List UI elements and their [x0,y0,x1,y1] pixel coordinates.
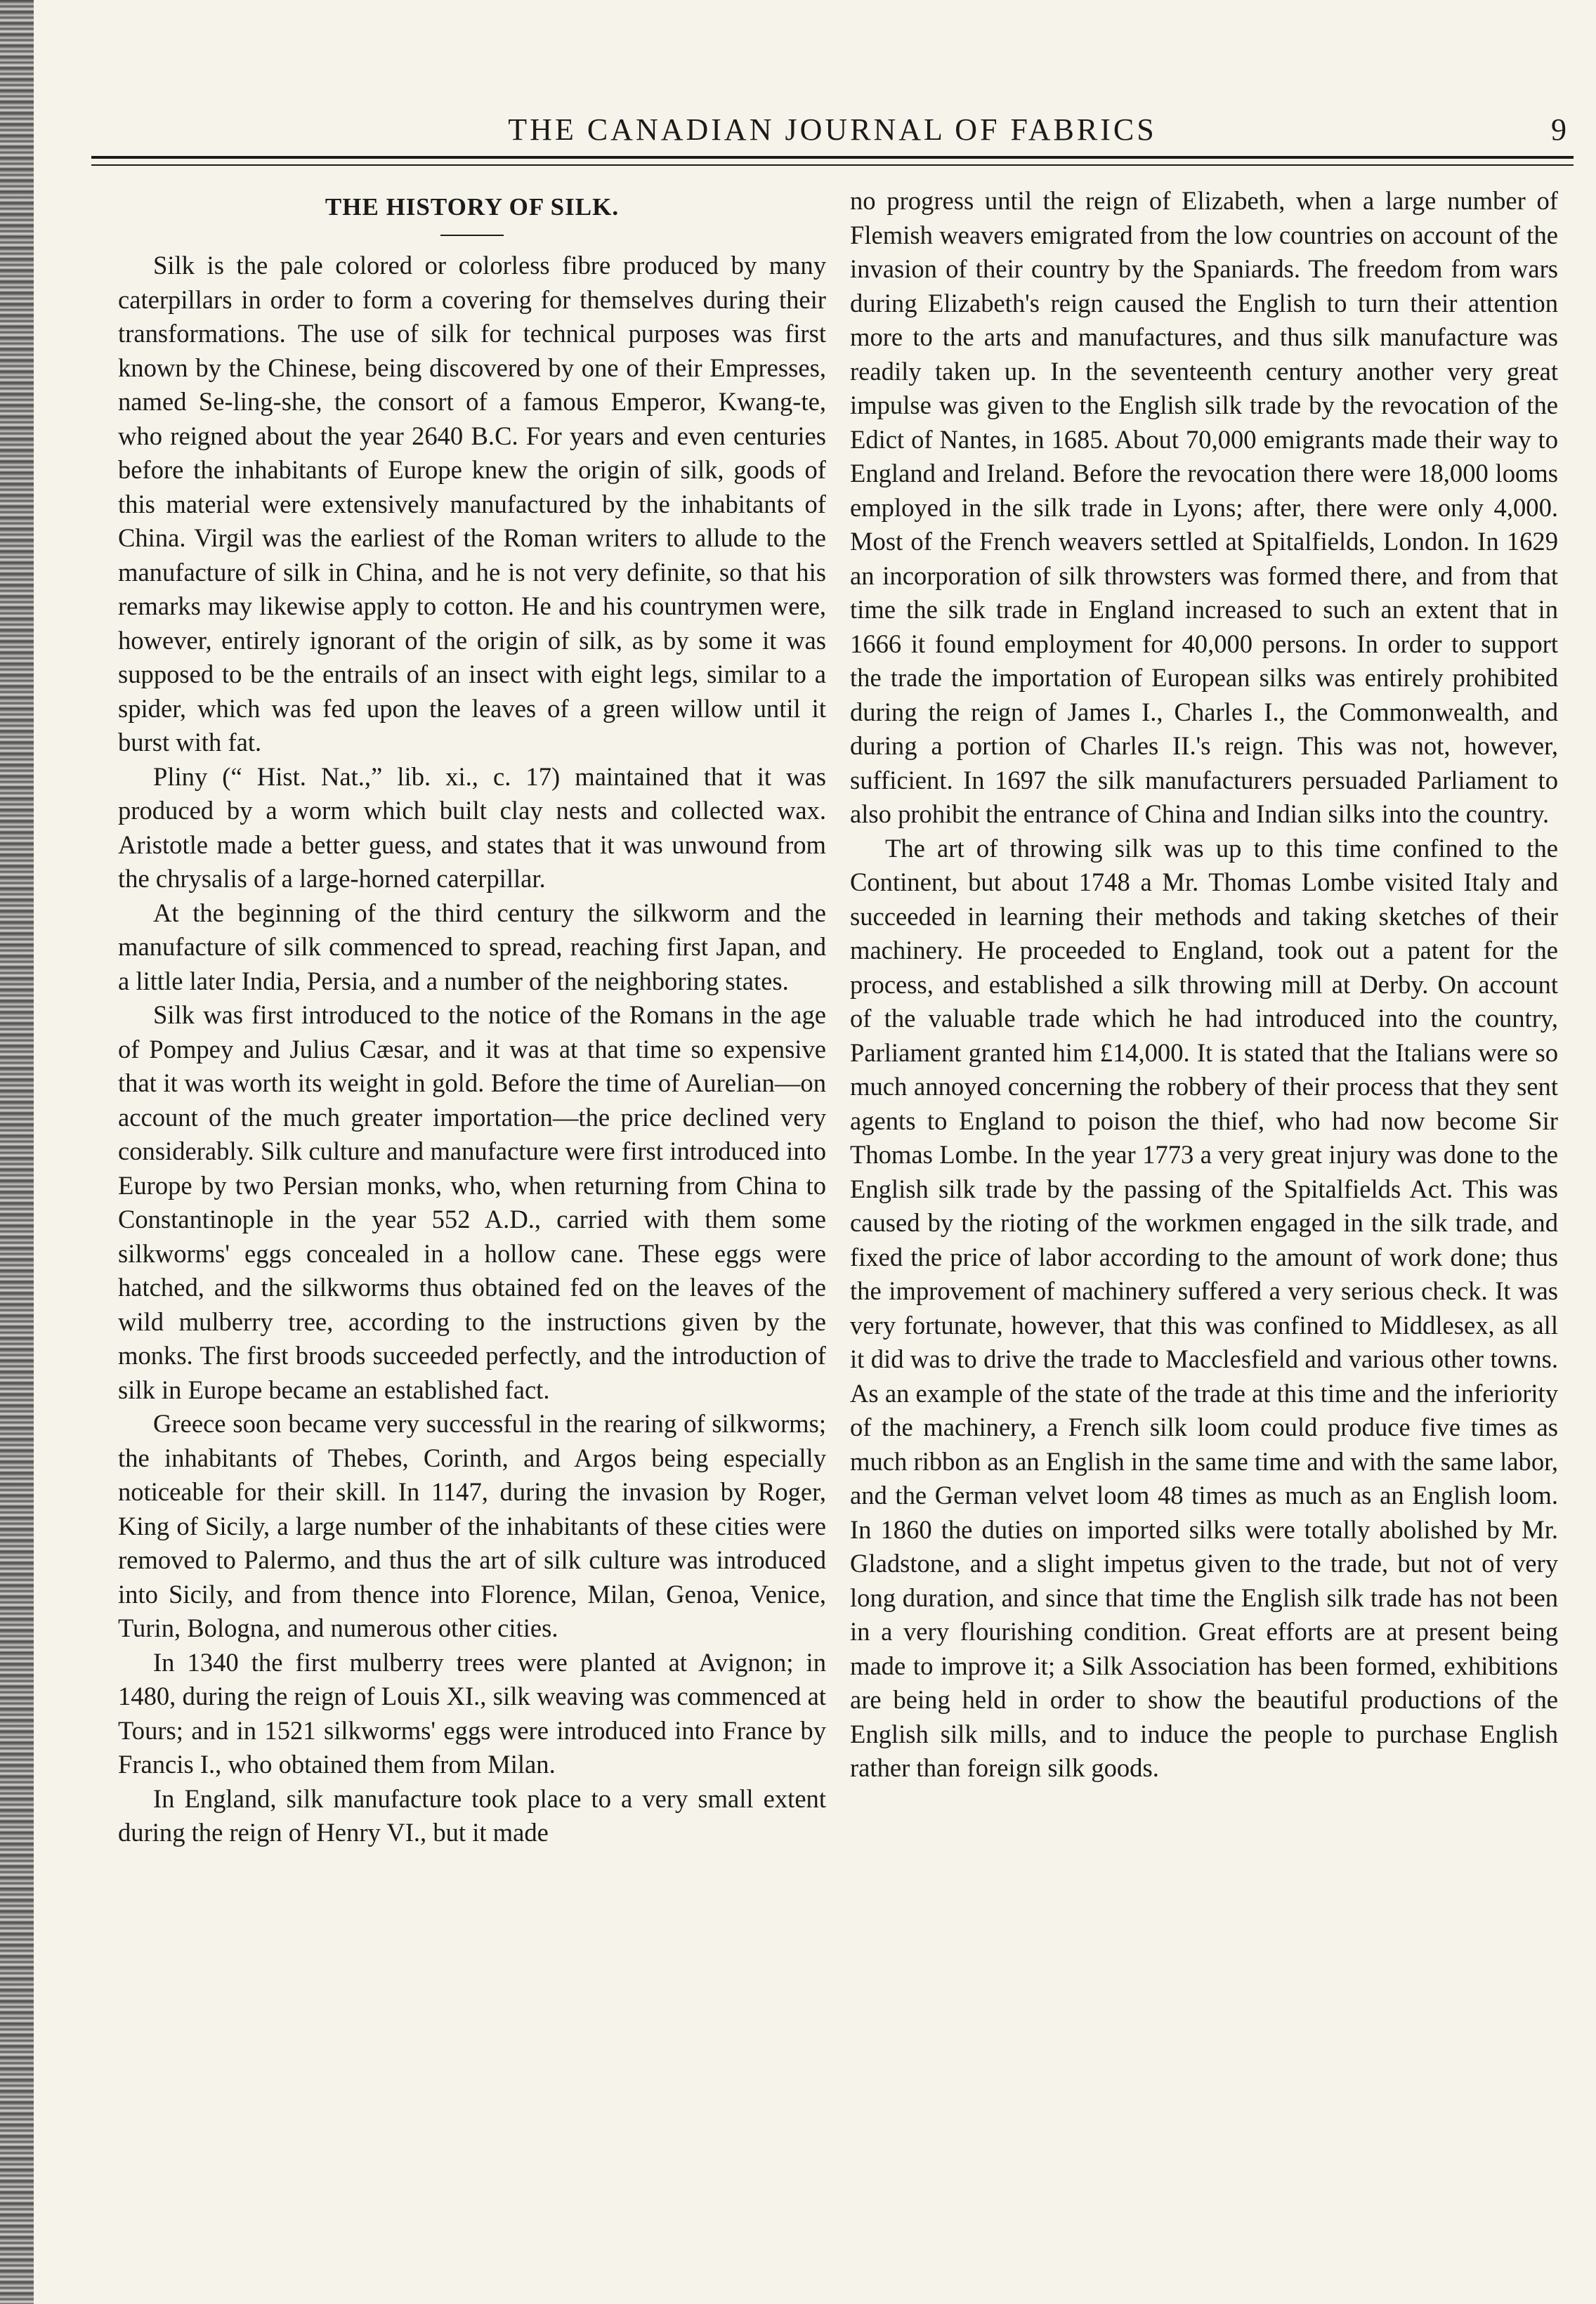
paragraph: In 1340 the first mulberry trees were planted at Avignon; in 1480, during the reign of Louis XI., silk weaving was commenced at Tours; and in 1521 silkworms' eggs were introduced into France by Francis I., who obtained them from Milan. [118,1647,826,1779]
paragraph: In England, silk manufacture took place to a very small extent during the reign of Henry VI., but it made [118,1783,826,1847]
paragraph: Pliny (“ Hist. Nat.,” lib. xi., c. 17) maintained that it was produced by a worm which built clay nests and collected wax. Aristotle made a better guess, and states that it was unwound from the chrysalis of a large-horned caterpillar. [118,761,826,893]
page-header [91,109,1574,158]
page-number: 9 [1551,112,1566,147]
page-binding-edge [0,0,34,2304]
paragraph: no progress until the reign of Elizabeth, when a large number of Flemish weavers emigrated from the low countries on account of the invasion of their country by the Spaniards. The freedom from wars during Elizabeth's reign caused the English to turn their attention more to the arts and manufactures, and thus silk manufacture was readily taken up. In the seventeenth century another very great impulse was given to the English silk trade by the revocation of the Edict of Nantes, in 1685. About 70,000 emigrants made their way to England and Ireland. Before the revocation there were 18,000 looms employed in the silk trade in Lyons; after, there were only 4,000. Most of the French weavers settled at Spitalfields, London. In 1629 an incorporation of silk throwsters was formed there, and from that time the silk trade in England increased to such an extent that in 1666 it found employment for 40,000 persons. In order to support the trade the importation of European silks was entirely prohibited during the reign of James I., Charles I., the Commonwealth, and during a portion of Charles II.'s reign. This was not, however, sufficient. In 1697 the silk manufacturers persuaded Parliament to also prohibit the entrance of China and Indian silks into the country. [850,186,1558,828]
article-title: THE HISTORY OF SILK. [325,193,620,221]
header-rule-thin [91,164,1574,166]
header-rule-thick [91,156,1574,159]
title-divider [440,235,504,236]
paragraph: Greece soon became very successful in the rearing of silkworms; the inhabitants of Thebes, Corinth, and Argos being especially noticeable for their skill. In 1147, during the invasion by Roger, King of Sicily, a large number of the inhabitants of these cities were removed to Palermo, and thus the art of silk culture was introduced into Sicily, and from thence into Florence, Milan, Genoa, Venice, Turin, Bologna, and numerous other cities. [118,1409,826,1642]
paragraph: Silk was first introduced to the notice of the Romans in the age of Pompey and Julius Cæsar, and it was at that time so expensive that it was worth its weight in gold. Before the time of Aurelian—on account of the much greater importation—the price declined very considerably. Silk culture and manufacture were first introduced into Europe by two Persian monks, who, when returning from China to Constantinople in the year 552 A.D., carried with them some silkworms' eggs concealed in a hollow cane. These eggs were hatched, and the silkworms thus obtained fed on the leaves of the wild mulberry tree, according to the instructions given by the monks. The first broods succeeded perfectly, and the introduction of silk in Europe became an established fact. [118,1000,826,1404]
paragraph: The art of throwing silk was up to this time confined to the Continent, but about 1748 a Mr. Thomas Lombe visited Italy and succeeded in learning their methods and taking sketches of their machinery. He proceeded to England, took out a patent for the process, and established a silk throwing mill at Derby. On account of the valuable trade which he had introduced into the country, Parliament granted him £14,000. It is stated that the Italians were so much annoyed concerning the robbery of their process that they sent agents to England to poison the thief, who had now become Sir Thomas Lombe. In the year 1773 a very great injury was done to the English silk trade by the passing of the Spitalfields Act. This was caused by the rioting of the workmen engaged in the silk trade, and fixed the price of labor according to the amount of work done; thus the improvement of machinery suffered a very serious check. It was very fortunate, however, that this was confined to Middlesex, as all it did was to drive the trade to Macclesfield and various other towns. As an example of the state of the trade at this time and the inferiority of the machinery, a French silk loom could produce five times as much ribbon as an English in the same time and with the same labor, and the German velvet loom 48 times as much as an English loom. In 1860 the duties on imported silks were totally abolished by Mr. Gladstone, and a slight impetus given to the trade, but not of very long duration, and since that time the English silk trade has not been in a very flourishing condition. Great efforts are at present being made to improve it; a Silk Association has been formed, exhibitions are being held in order to show the beautiful productions of the English silk mills, and to induce the people to purchase English rather than foreign silk goods. [850,833,1558,1782]
running-head: THE CANADIAN JOURNAL OF FABRICS [508,112,1157,147]
left-column [118,184,826,1850]
paragraph: Silk is the pale colored or colorless fibre produced by many caterpillars in order to form a covering for themselves during their transformations. The use of silk for technical purposes was first known by the Chinese, being discovered by one of their Empresses, named Se-ling-she, the consort of a famous Emperor, Kwang-te, who reigned about the year 2640 B.C. For years and even centuries before the inhabitants of Europe knew the origin of silk, goods of this material were extensively manufactured by the inhabitants of China. Virgil was the earliest of the Roman writers to allude to the manufacture of silk in China, and he is not very definite, so that his remarks may likewise apply to cotton. He and his countrymen were, however, entirely ignorant of the origin of silk, as by some it was supposed to be the entrails of an insect with eight legs, similar to a spider, which was fed upon the leaves of a green willow until it burst with fat. [118,251,826,757]
right-column [850,184,1558,1786]
paragraph: At the beginning of the third century the silkworm and the manufacture of silk commenced to spread, reaching first Japan, and a little later India, Persia, and a number of the neighboring states. [118,898,826,995]
